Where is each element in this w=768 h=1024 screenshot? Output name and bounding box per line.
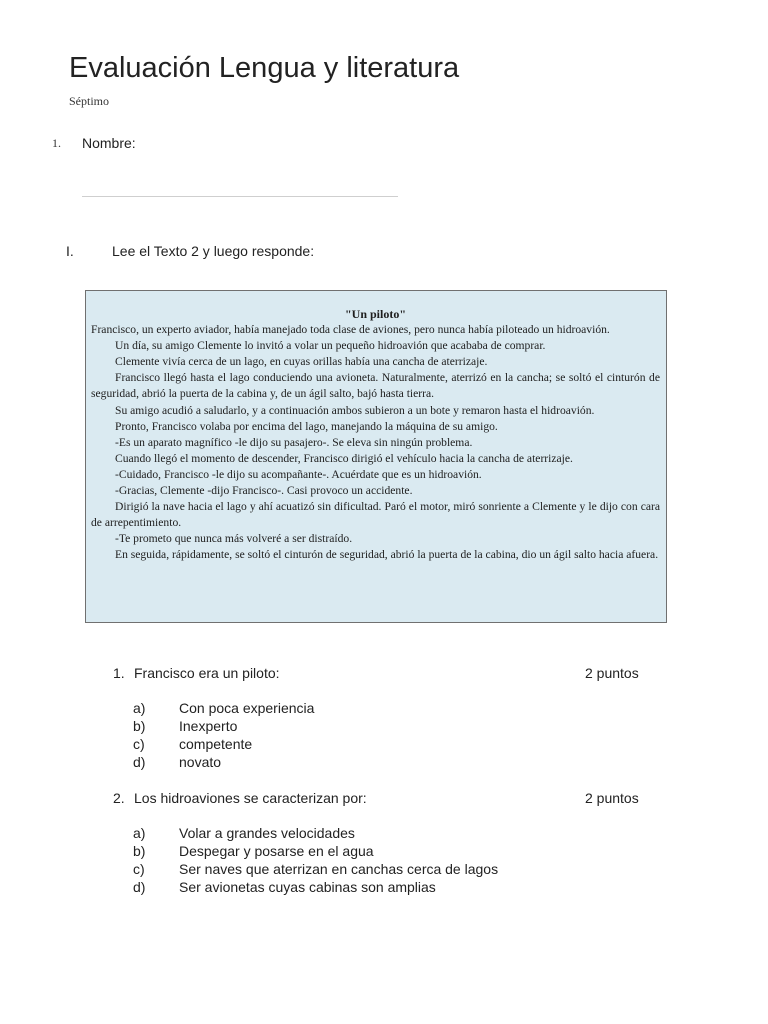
option-letter: a) <box>133 700 146 716</box>
option-text: novato <box>179 754 222 770</box>
grade-subtitle: Séptimo <box>69 94 110 108</box>
story-paragraph: -Te prometo que nunca más volveré a ser distraído. <box>115 532 353 546</box>
option-text: Despegar y posarse en el agua <box>179 843 374 859</box>
option-letter: c) <box>133 861 145 877</box>
option-letter: a) <box>133 825 146 841</box>
story-paragraph: Clemente vivía cerca de un lago, en cuyas orillas había una cancha de aterrizaje. <box>115 355 488 369</box>
story-title: "Un piloto" <box>344 307 406 321</box>
story-paragraph: Su amigo acudió a saludarlo, y a continuación ambos subieron a un bote y remaron hasta el hidroavión. <box>115 403 595 417</box>
story-paragraph: Dirigió la nave hacia el lago y ahí acuatizó sin dificultad. Paró el motor, miró sonriente a Clemente y le dijo con cara de arrepentimiento. <box>91 500 660 530</box>
option-text: Con poca experiencia <box>179 700 315 716</box>
option-letter: b) <box>133 843 146 859</box>
option-letter: c) <box>133 736 145 752</box>
question-text: Los hidroaviones se caracterizan por: <box>134 790 367 806</box>
option-letter: d) <box>133 879 146 895</box>
name-label: Nombre: <box>82 135 136 151</box>
story-paragraph: Francisco llegó hasta el lago conduciendo una avioneta. Naturalmente, aterrizó en la cancha; se soltó el cinturón de seguridad, abrió la puerta de la cabina y, de un ágil salto, bajó hasta tierra. <box>91 371 660 401</box>
option-letter: b) <box>133 718 146 734</box>
reading-text-box <box>85 290 667 623</box>
question-text: Francisco era un piloto: <box>134 665 280 681</box>
option-text: Ser naves que aterrizan en canchas cerca de lagos <box>179 861 499 877</box>
story-paragraph: Pronto, Francisco volaba por encima del lago, manejando la máquina de su amigo. <box>115 419 498 433</box>
option-text: Volar a grandes velocidades <box>179 825 355 841</box>
section-number: I. <box>66 243 74 259</box>
name-item-number: 1. <box>52 136 61 150</box>
story-paragraph: -Cuidado, Francisco -le dijo su acompañante-. Acuérdate que es un hidroavión. <box>115 467 482 481</box>
section-instruction: Lee el Texto 2 y luego responde: <box>112 243 315 259</box>
story-paragraph: Cuando llegó el momento de descender, Francisco dirigió el vehículo hacia la cancha de aterrizaje. <box>115 451 573 465</box>
option-text: Ser avionetas cuyas cabinas son amplias <box>179 879 436 895</box>
question-number: 2. <box>113 790 125 806</box>
option-text: competente <box>179 736 253 752</box>
question-points: 2 puntos <box>585 790 639 806</box>
name-answer-line[interactable] <box>82 196 398 197</box>
story-paragraph: Un día, su amigo Clemente lo invitó a volar un pequeño hidroavión que acababa de comprar. <box>115 339 546 353</box>
story-paragraph: En seguida, rápidamente, se soltó el cinturón de seguridad, abrió la puerta de la cabina, dio un ágil salto hacia afuera. <box>115 548 659 562</box>
question-points: 2 puntos <box>585 665 639 681</box>
story-paragraph: -Es un aparato magnífico -le dijo su pasajero-. Se eleva sin ningún problema. <box>115 435 473 449</box>
question-number: 1. <box>113 665 125 681</box>
story-paragraph: Francisco, un experto aviador, había manejado toda clase de aviones, pero nunca había piloteado un hidroavión. <box>91 323 610 337</box>
story-paragraph: -Gracias, Clemente -dijo Francisco-. Casi provoco un accidente. <box>115 484 413 498</box>
option-text: Inexperto <box>179 718 238 734</box>
page-title: Evaluación Lengua y literatura <box>69 52 460 84</box>
option-letter: d) <box>133 754 146 770</box>
